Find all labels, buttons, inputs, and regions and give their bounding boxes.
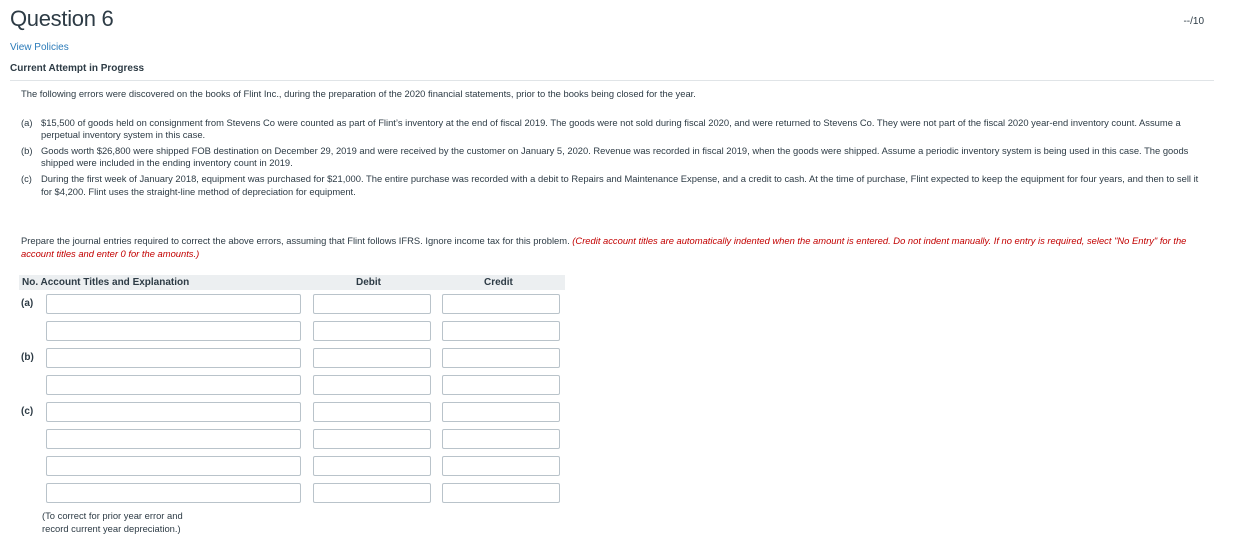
explanation-line-1: (To correct for prior year error and (42, 510, 183, 521)
table-row (19, 294, 565, 316)
journal-entry-table (19, 275, 565, 417)
error-list (21, 117, 1201, 199)
table-row (19, 402, 565, 424)
table-row (19, 348, 565, 370)
instructions (21, 235, 1206, 260)
table-row (19, 321, 565, 343)
error-text: $15,500 of goods held on consignment from Stevens Co were counted as part of Flint’s inventory at the end of fiscal 2019. The goods were not sold during fiscal 2020, and were returned to Stevens Co. They were not part of the fiscal 2020 year-end inventory count. Assume a perpetual inventory system in this case. (41, 116, 1181, 141)
debit-input[interactable] (313, 348, 431, 368)
instruction-note: (Credit account titles are automatically indented when the amount is entered. Do not indent manually. If no entry is required, select "No Entry" for the account titles and enter 0 for the amounts.) (21, 235, 1187, 259)
account-title-input[interactable] (46, 348, 301, 368)
account-title-input[interactable] (46, 375, 301, 395)
debit-input[interactable] (313, 375, 431, 395)
table-row (19, 483, 565, 505)
credit-input[interactable] (442, 348, 560, 368)
credit-input[interactable] (442, 321, 560, 341)
debit-input[interactable] (313, 483, 431, 503)
debit-input[interactable] (313, 321, 431, 341)
error-text: Goods worth $26,800 were shipped FOB destination on December 29, 2019 and were received by the customer on January 5, 2020. Revenue was recorded in fiscal 2019, when the goods were shipped. Assume a periodic inventory system is being used in this case. The goods shipped were included in the ending inventory count in 2019. (41, 144, 1189, 169)
account-title-input[interactable] (46, 402, 301, 422)
prepare-text: Prepare the journal entries required to correct the above errors, assuming that Flint follows IFRS. Ignore income tax for this problem. (21, 235, 573, 246)
entry-label: (b) (21, 352, 34, 363)
table-row (19, 429, 565, 451)
error-item-c (21, 173, 1201, 198)
col-header-account: No. Account Titles and Explanation (22, 277, 190, 288)
credit-input[interactable] (442, 375, 560, 395)
account-title-input[interactable] (46, 294, 301, 314)
attempt-status: Current Attempt in Progress (10, 63, 145, 74)
view-policies-link[interactable]: View Policies (10, 42, 69, 53)
credit-input[interactable] (442, 483, 560, 503)
explanation-line-2: record current year depreciation.) (42, 522, 181, 534)
problem-intro: The following errors were discovered on the books of Flint Inc., during the preparation of the 2020 financial statements, prior to the books being closed for the year. (21, 88, 696, 99)
debit-input[interactable] (313, 456, 431, 476)
error-label: (a) (21, 116, 33, 128)
debit-input[interactable] (313, 429, 431, 449)
table-row (19, 456, 565, 478)
error-label: (c) (21, 172, 32, 184)
credit-input[interactable] (442, 402, 560, 422)
error-label: (b) (21, 144, 33, 156)
entry-label: (c) (21, 406, 34, 417)
account-title-input[interactable] (46, 321, 301, 341)
question-title: Question 6 (10, 6, 114, 31)
credit-input[interactable] (442, 456, 560, 476)
entry-explanation (42, 510, 183, 535)
error-item-a (21, 117, 1201, 142)
header-divider (10, 80, 1214, 81)
error-text: During the first week of January 2018, equipment was purchased for $21,000. The entire purchase was recorded with a debit to Repairs and Maintenance Expense, and a credit to cash. At the time of purchase, Flint expected to keep the equipment for four years, and then to sell it for $4,200. Flint uses the straight-line method of depreciation for equipment. (41, 172, 1199, 197)
account-title-input[interactable] (46, 483, 301, 503)
debit-input[interactable] (313, 402, 431, 422)
account-title-input[interactable] (46, 429, 301, 449)
col-header-debit: Debit (356, 277, 381, 288)
col-header-credit: Credit (484, 277, 513, 288)
table-row (19, 375, 565, 397)
error-item-b (21, 145, 1201, 170)
account-title-input[interactable] (46, 456, 301, 476)
credit-input[interactable] (442, 294, 560, 314)
question-score: --/10 (1183, 16, 1204, 27)
credit-input[interactable] (442, 429, 560, 449)
debit-input[interactable] (313, 294, 431, 314)
table-header (19, 275, 565, 290)
entry-label: (a) (21, 298, 34, 309)
problem-statement (21, 88, 1201, 201)
